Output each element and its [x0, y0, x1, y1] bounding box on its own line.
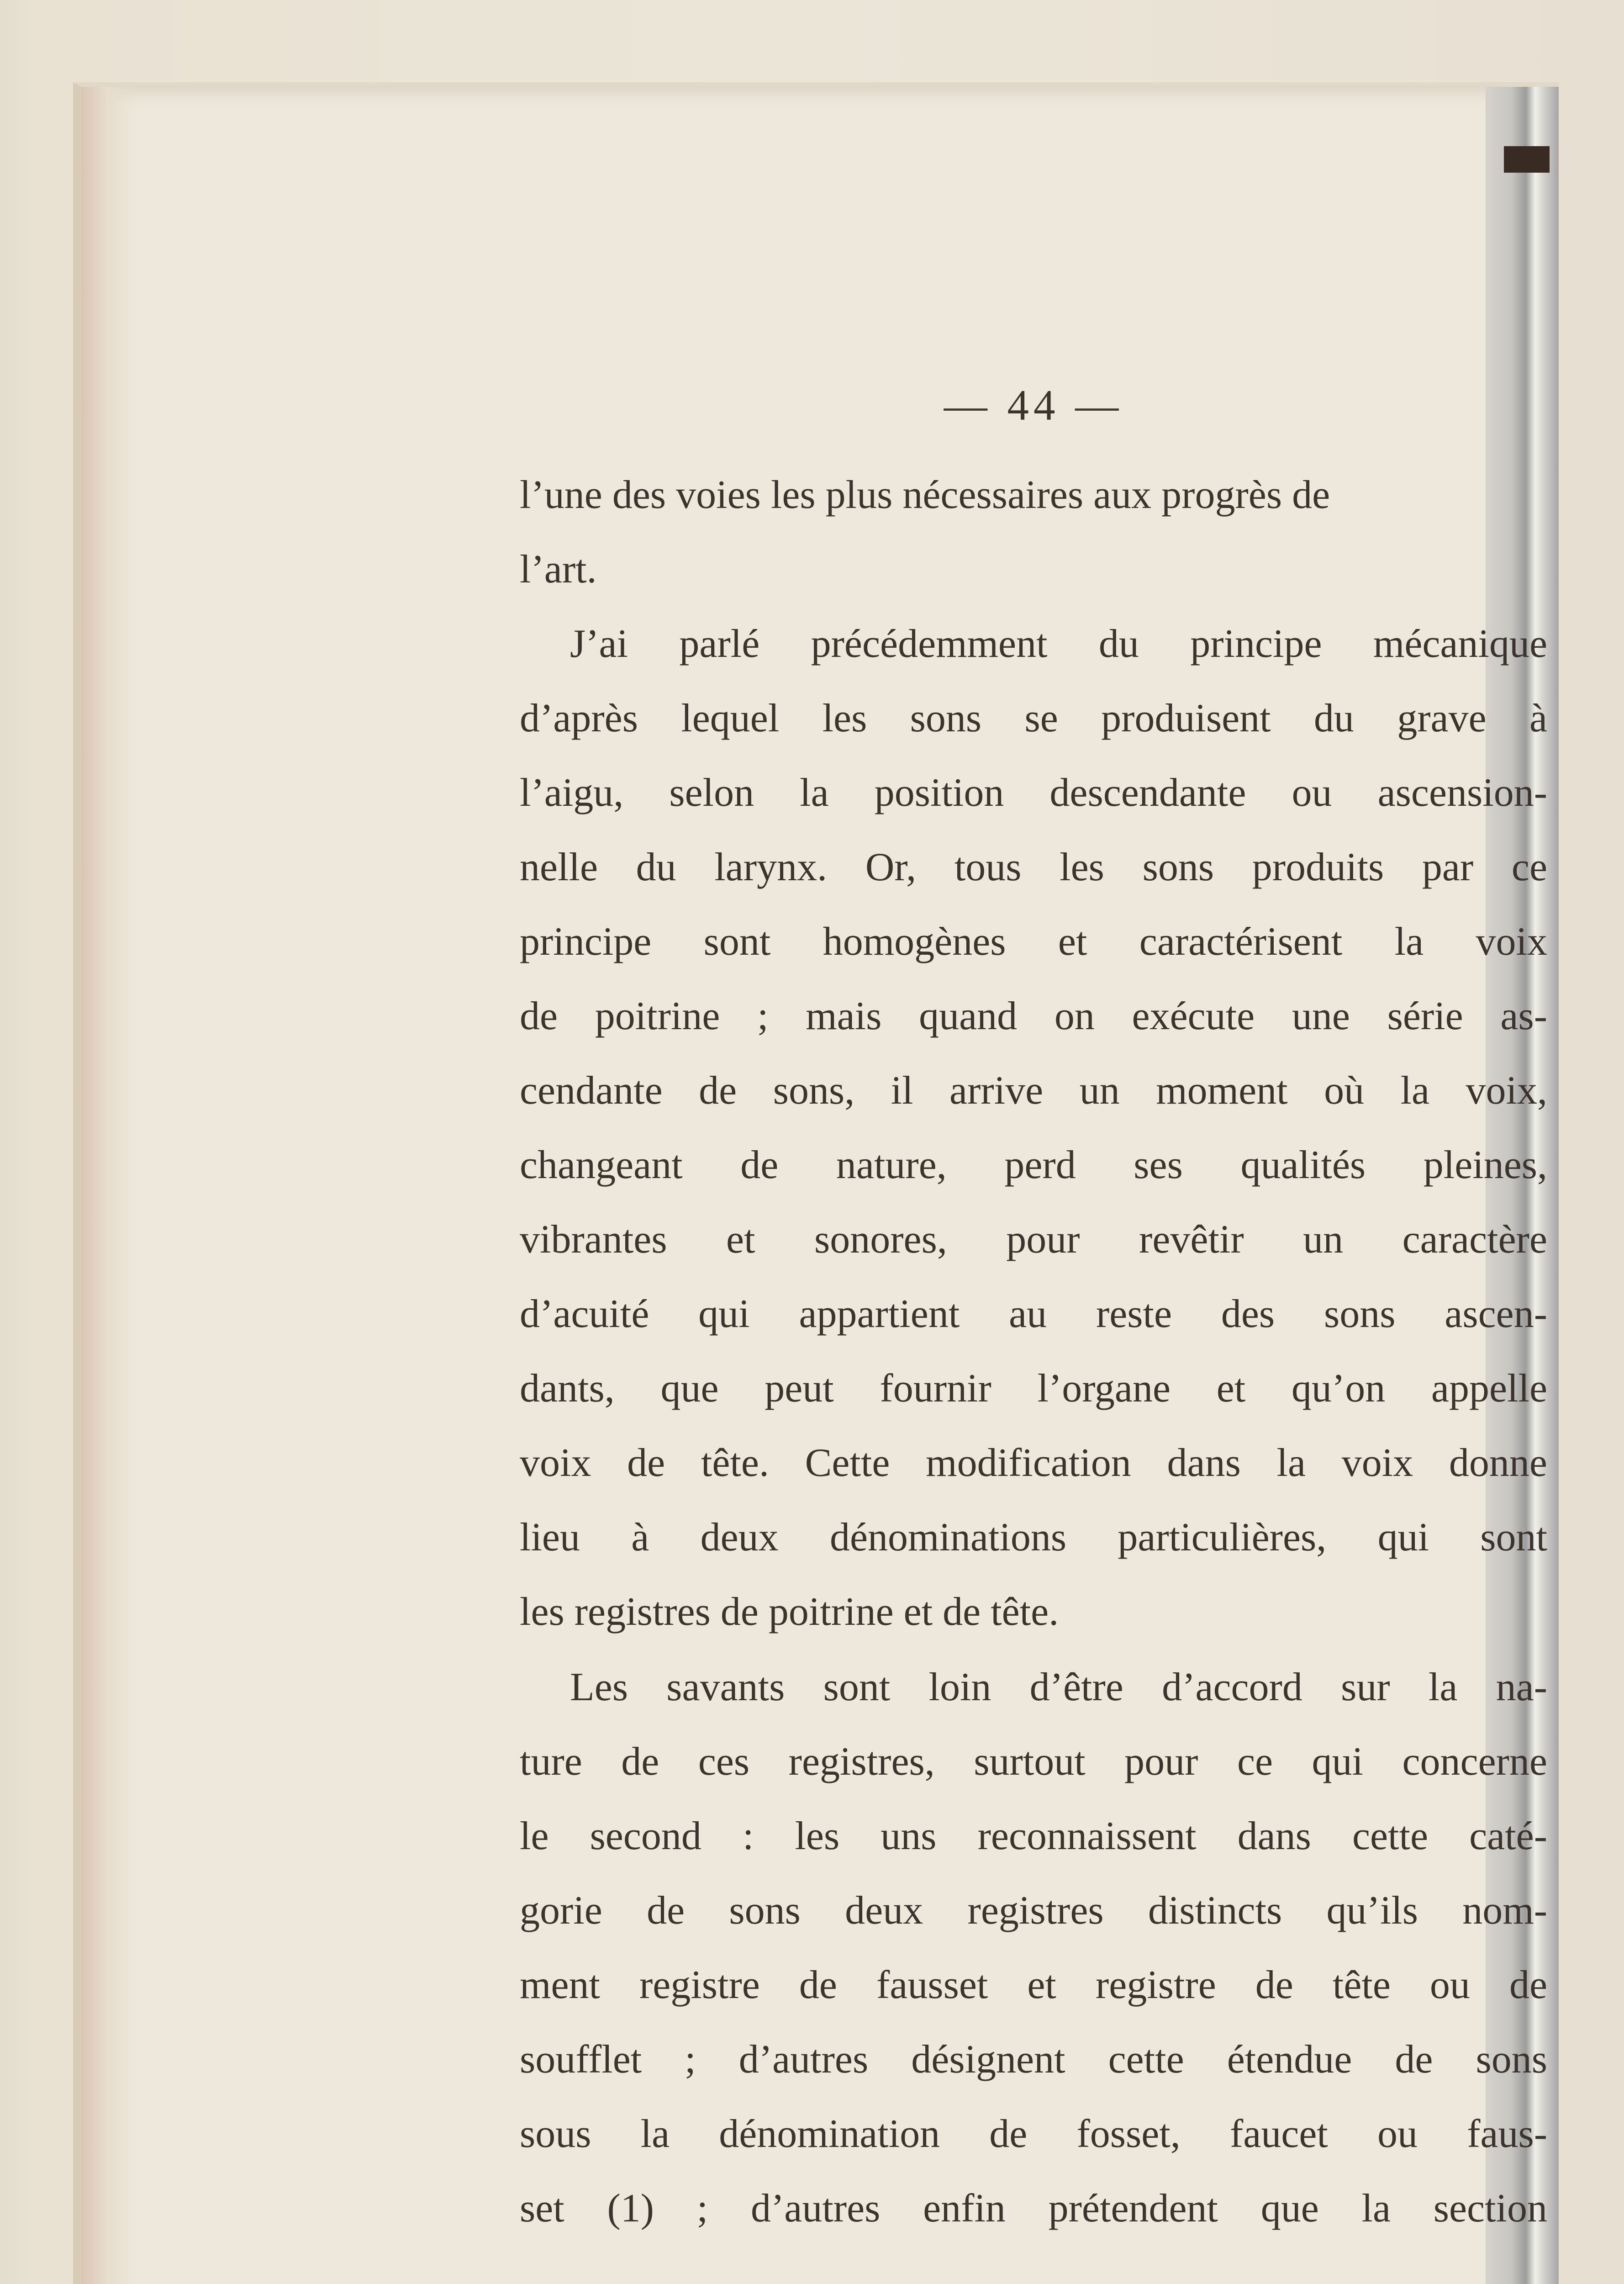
text-line: soufflet ; d’autres désignent cette étendue de sons — [520, 2037, 1547, 2082]
text-line: de poitrine ; mais quand on exécute une série as- — [520, 994, 1547, 1038]
text-line: ture de ces registres, surtout pour ce qui concerne — [520, 1739, 1547, 1784]
text-line: l’art. — [520, 547, 597, 592]
text-line: gorie de sons deux registres distincts qu’ils nom- — [520, 1888, 1547, 1933]
book-page — [73, 82, 1559, 2284]
text-line: dants, que peut fournir l’organe et qu’on appelle — [520, 1366, 1547, 1411]
top-dark-tab — [1504, 146, 1550, 173]
page-number: — 44 — — [944, 381, 1123, 429]
text-line: d’après lequel les sons se produisent du grave à — [520, 696, 1547, 740]
text-line: d’acuité qui appartient au reste des sons ascen- — [520, 1292, 1547, 1336]
text-line: ment registre de fausset et registre de tête ou de — [520, 1963, 1547, 2007]
text-line: changeant de nature, perd ses qualités pleines, — [520, 1143, 1547, 1187]
text-line: vibrantes et sonores, pour revêtir un caractère — [520, 1217, 1547, 1262]
text-line: cendante de sons, il arrive un moment où la voix, — [520, 1068, 1547, 1113]
text-line: le second : les uns reconnaissent dans cette caté- — [520, 1814, 1547, 1858]
text-line: l’une des voies les plus nécessaires aux progrès de — [520, 473, 1330, 517]
text-line: lieu à deux dénominations particulières, qui sont — [520, 1515, 1547, 1560]
text-line: voix de tête. Cette modification dans la voix donne — [520, 1441, 1547, 1485]
text-line: set (1) ; d’autres enfin prétendent que la section — [520, 2186, 1547, 2231]
page-gutter — [81, 87, 136, 2284]
text-line: J’ai parlé précédemment du principe mécanique — [570, 622, 1547, 666]
text-line: sous la dénomination de fosset, faucet ou faus- — [520, 2112, 1547, 2156]
text-line: principe sont homogènes et caractérisent la voix — [520, 920, 1547, 964]
text-line: nelle du larynx. Or, tous les sons produits par ce — [520, 845, 1547, 889]
text-line: l’aigu, selon la position descendante ou ascension- — [520, 771, 1547, 815]
text-line: les registres de poitrine et de tête. — [520, 1590, 1059, 1634]
text-line: Les savants sont loin d’être d’accord sur la na- — [570, 1665, 1547, 1709]
